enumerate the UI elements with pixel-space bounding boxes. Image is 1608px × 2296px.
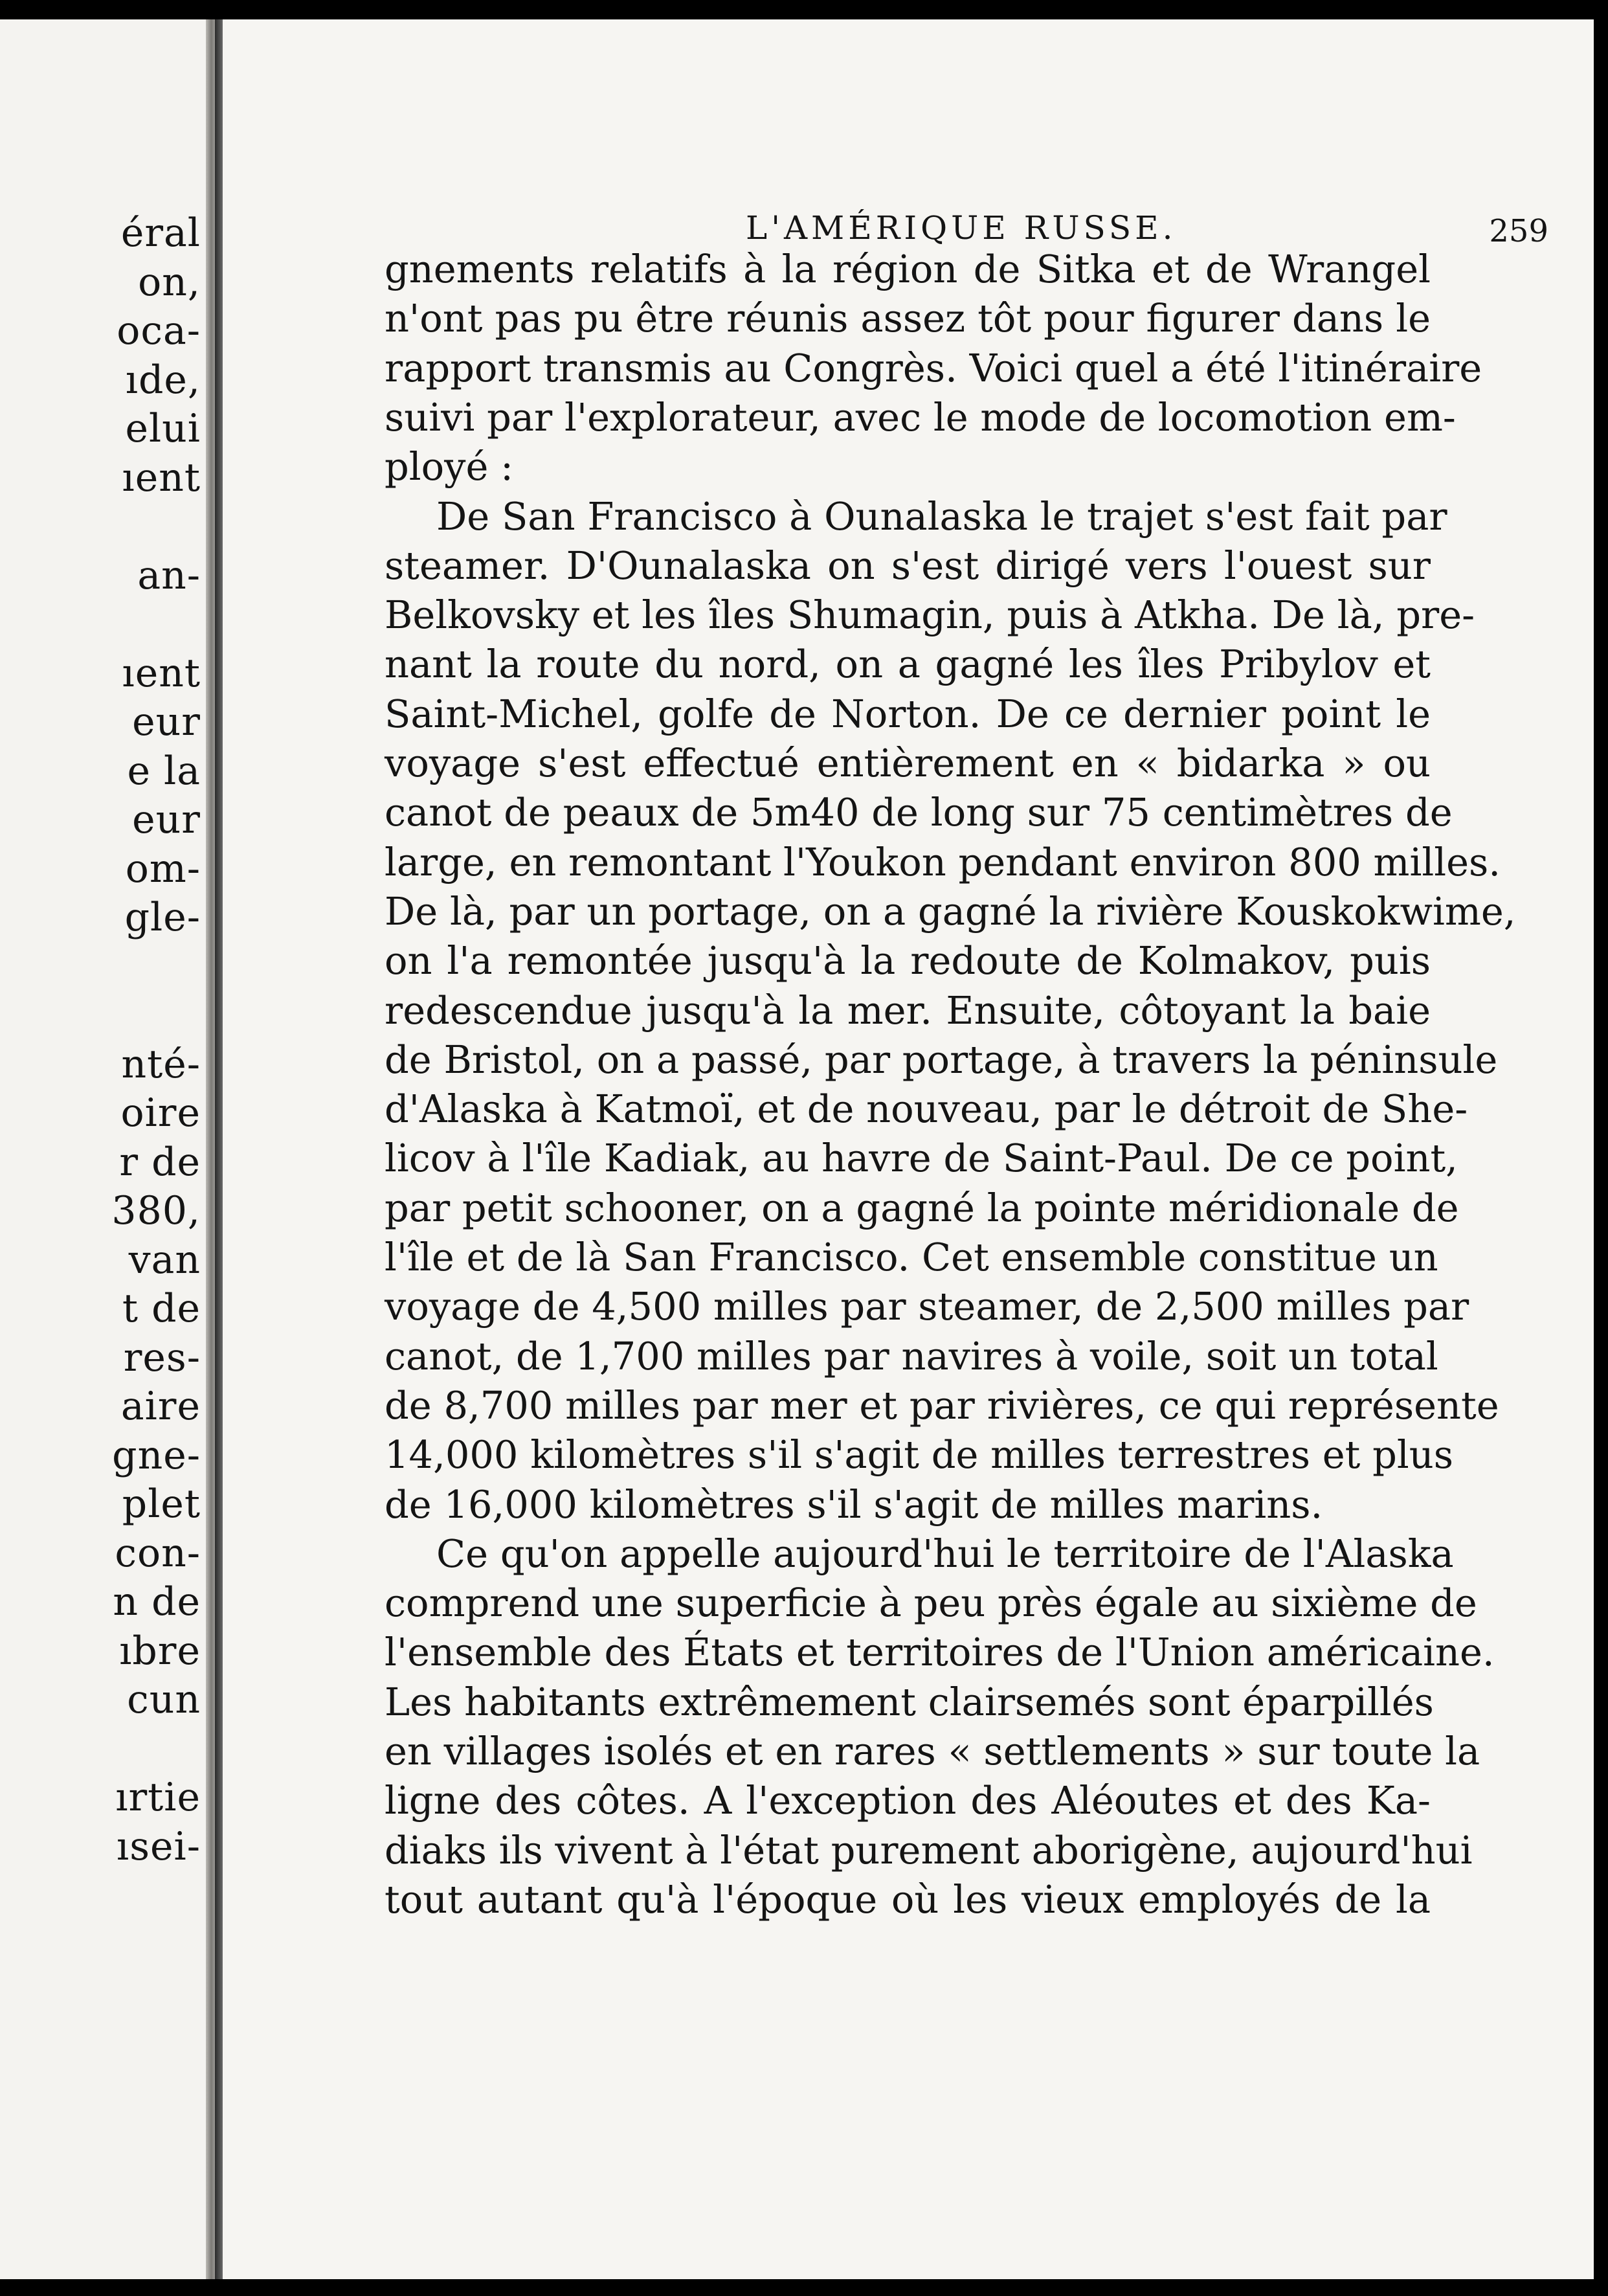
body-text-line: canot, de 1,700 milles par navires à voile, soit un total [385,1333,1438,1379]
previous-page-fragment: nté- [121,1041,201,1087]
previous-page-fragment: ıent [122,650,201,696]
page-number: 259 [1489,213,1548,249]
previous-page-fragment: 380, [111,1188,201,1233]
previous-page-fragment: aire [120,1384,201,1429]
previous-page-fragment: oca- [117,308,201,354]
body-text-line: tout autant qu'à l'époque où les vieux employés de la [385,1876,1431,1922]
body-text-line: rapport transmis au Congrès. Voici quel a été l'itinéraire [385,345,1482,390]
previous-page-fragment: oire [120,1090,201,1136]
body-text-line: diaks ils vivent à l'état purement aborigène, aujourd'hui [385,1827,1473,1873]
previous-page-fragment: eur [132,699,201,745]
previous-page-fragment: res- [123,1334,201,1380]
body-text-line: 14,000 kilomètres s'il s'agit de milles terrestres et plus [385,1432,1454,1478]
previous-page-fragment: ısei- [117,1823,201,1869]
body-text-line: comprend une superficie à peu près égale au sixième de [385,1581,1477,1626]
body-text-line: large, en remontant l'Youkon pendant environ 800 milles. [385,839,1501,884]
previous-page-fragment: ıent [122,455,201,501]
body-text-line: licov à l'île Kadiak, au havre de Saint-Paul. De ce point, [385,1136,1458,1181]
body-text-line: gnements relatifs à la région de Sitka et de Wrangel [385,247,1431,291]
previous-page-fragment: om- [125,846,201,892]
previous-page-fragment: on, [138,259,201,305]
previous-page-fragment: van [128,1237,201,1283]
previous-page-fragment: cun [127,1677,201,1722]
body-text-line: ployé : [385,444,514,490]
body-text-line: Belkovsky et les îles Shumagin, puis à Atkha. De là, pre- [385,592,1475,638]
body-text-line: par petit schooner, on a gagné la pointe méridionale de [385,1185,1459,1230]
book-gutter [206,19,215,2279]
body-text-line: canot de peaux de 5m40 de long sur 75 centimètres de [385,790,1453,835]
body-text-line: redescendue jusqu'à la mer. Ensuite, côtoyant la baie [385,987,1431,1033]
previous-page-fragment: r de [119,1139,201,1185]
body-text-line: voyage de 4,500 milles par steamer, de 2,500 milles par [385,1284,1469,1329]
body-text-line: Saint-Michel, golfe de Norton. De ce dernier point le [385,691,1431,736]
body-text-line: Les habitants extrêmement clairsemés sont éparpillés [385,1679,1434,1724]
previous-page-fragment: n de [113,1579,201,1625]
body-text-line: suivi par l'explorateur, avec le mode de locomotion em- [385,394,1456,440]
body-text-line: Ce qu'on appelle aujourd'hui le territoire de l'Alaska [436,1531,1454,1576]
body-text-line: de 8,700 milles par mer et par rivières, ce qui représente [385,1382,1499,1428]
book-page [215,19,1594,2279]
previous-page-fragment: an- [137,552,201,598]
body-text-line: en villages isolés et en rares « settlements » sur toute la [385,1729,1480,1773]
previous-page-fragment: éral [120,210,201,256]
previous-page-fragment: elui [125,406,201,451]
body-text-line: de 16,000 kilomètres s'il s'agit de milles marins. [385,1481,1323,1527]
body-text-line: De San Francisco à Ounalaska le trajet s'est fait par [436,493,1447,539]
body-text-line: steamer. D'Ounalaska on s'est dirigé vers l'ouest sur [385,543,1431,588]
body-text-line: n'ont pas pu être réunis assez tôt pour figurer dans le [385,296,1431,341]
previous-page-fragment: con- [115,1530,201,1576]
body-text-line: voyage s'est effectué entièrement en « bidarka » ou [385,741,1431,785]
body-text-line: ligne des côtes. A l'exception des Aléoutes et des Ka- [385,1778,1431,1823]
previous-page-fragment: e la [127,748,201,794]
previous-page-fragment: eur [132,797,201,842]
previous-page [0,19,206,2279]
body-text-line: De là, par un portage, on a gagné la rivière Kouskokwime, [385,888,1516,934]
running-head-title: L'AMÉRIQUE RUSSE. [746,209,1177,247]
previous-page-fragment: ırtie [115,1775,201,1820]
body-text-line: d'Alaska à Katmoï, et de nouveau, par le détroit de She- [385,1086,1468,1132]
body-text-line: l'ensemble des États et territoires de l'Union américaine. [385,1630,1495,1675]
body-text-line: on l'a remontée jusqu'à la redoute de Kolmakov, puis [385,938,1431,984]
previous-page-fragment: ıde, [125,357,201,403]
body-text-line: l'île et de là San Francisco. Cet ensemble constitue un [385,1235,1438,1279]
previous-page-fragment: gne- [112,1432,201,1478]
previous-page-fragment: gle- [124,895,201,940]
body-text-line: nant la route du nord, on a gagné les îles Pribylov et [385,642,1431,687]
previous-page-fragment: plet [122,1481,201,1527]
previous-page-fragment: t de [122,1286,201,1331]
binding-edge [215,19,223,2279]
body-text-line: de Bristol, on a passé, par portage, à travers la péninsule [385,1037,1498,1082]
previous-page-fragment: ıbre [119,1628,201,1674]
